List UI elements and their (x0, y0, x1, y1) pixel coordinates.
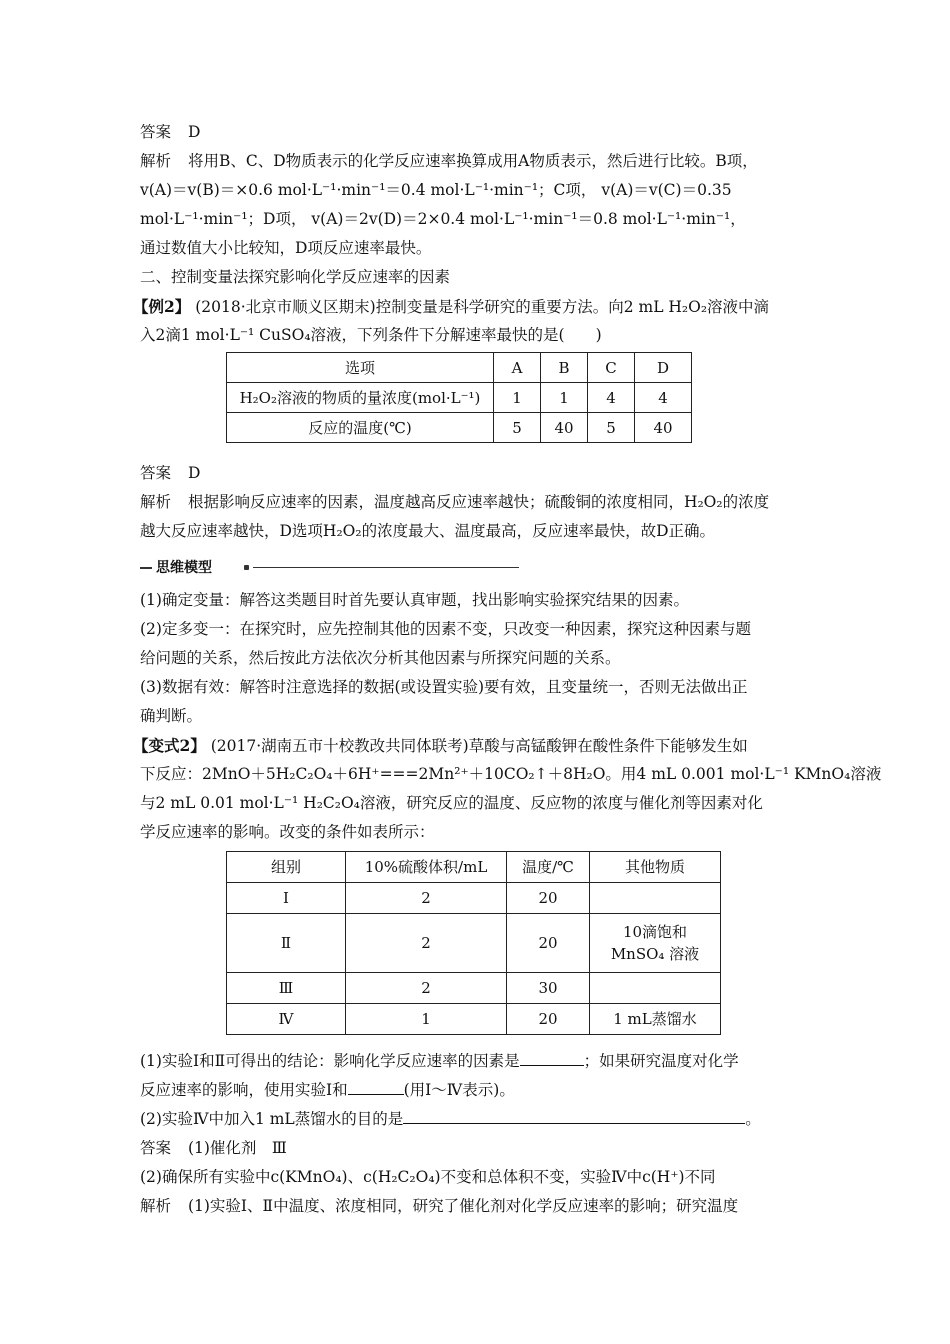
header-dot (244, 565, 249, 570)
model-point-1: (1)确定变量：解答这类题目时首先要认真审题，找出影响实验探究结果的因素。 (140, 591, 689, 609)
answer-blank[interactable] (403, 1107, 745, 1124)
explanation-1-line-1 (140, 147, 820, 176)
options-table (226, 352, 692, 443)
table-cell: Ⅲ (227, 973, 346, 1004)
explanation-text: (1)实验Ⅰ、Ⅱ中温度、浓度相同，研究了催化剂对化学反应速率的影响；研究温度 (187, 1197, 739, 1215)
table-cell: 1 (494, 383, 541, 413)
table-cell: 20 (507, 1004, 590, 1035)
answer-text: (1)催化剂 Ⅲ (187, 1139, 287, 1157)
table-cell (590, 883, 721, 914)
explanation-label: 解析 (140, 1197, 172, 1215)
table-cell: 温度/℃ (507, 852, 590, 883)
question-2 (140, 1105, 820, 1134)
conditions-table (226, 851, 721, 1035)
question-text: ；如果研究温度对化学 (583, 1052, 739, 1070)
explanation-3-line-1 (140, 1192, 820, 1221)
section-heading: 二、控制变量法探究影响化学反应速率的因素 (140, 268, 451, 286)
table-row (227, 973, 721, 1004)
table-cell: 选项 (227, 353, 494, 383)
variant-text: (2017·湖南五市十校教改共同体联考)草酸与高锰酸钾在酸性条件下能够发生如 (210, 737, 748, 755)
explanation-text: 将用B、C、D物质表示的化学反应速率换算成用A物质表示，然后进行比较。B项， (187, 152, 758, 170)
question-text: 。 (745, 1110, 761, 1128)
answer-label: 答案 (140, 1139, 172, 1157)
question-1-line-1 (140, 1047, 820, 1076)
thinking-model-title: 思维模型 (156, 560, 212, 576)
table-cell: 其他物质 (590, 852, 721, 883)
document-page (133, 118, 882, 1221)
answer-label: 答案 (140, 123, 172, 141)
table-row (227, 383, 692, 413)
table-cell: 5 (494, 413, 541, 443)
table-cell: 4 (588, 383, 635, 413)
table-row (227, 1004, 721, 1035)
question-text: (用Ⅰ～Ⅳ表示)。 (403, 1081, 515, 1099)
answer-3-line-1 (140, 1134, 820, 1163)
table-cell: 2 (346, 914, 507, 973)
answer-value: D (187, 464, 201, 482)
answer-value: D (187, 123, 201, 141)
table-cell: Ⅱ (227, 914, 346, 973)
table-cell: 40 (635, 413, 692, 443)
table-cell: 10%硫酸体积/mL (346, 852, 507, 883)
answer-2 (140, 459, 820, 488)
table-row (227, 413, 692, 443)
variant-2-line-2: 下反应：2MnO＋5H₂C₂O₄＋6H⁺===2Mn²⁺＋10CO₂↑＋8H₂O。用4 mL 0.001 mol·L⁻¹ KMnO₄溶液 (140, 765, 882, 783)
question-text: (2)实验Ⅳ中加入1 mL蒸馏水的目的是 (140, 1110, 404, 1128)
question-text: 反应速率的影响，使用实验Ⅰ和 (140, 1081, 348, 1099)
table-cell: 20 (507, 883, 590, 914)
explanation-text: 根据影响反应速率的因素，温度越高反应速率越快；硫酸铜的浓度相同，H₂O₂的浓度 (187, 493, 770, 511)
explanation-1-line-2: v(A)＝v(B)＝×0.6 mol·L⁻¹·min⁻¹＝0.4 mol·L⁻¹·min⁻¹；C项， v(A)＝v(C)＝0.35 (140, 181, 732, 199)
answer-1 (140, 118, 820, 147)
table-header-row (227, 353, 692, 383)
header-dash (140, 567, 152, 569)
table-cell: 1 (346, 1004, 507, 1035)
explanation-label: 解析 (140, 493, 172, 511)
question-1-line-2 (140, 1076, 820, 1105)
table-cell: D (635, 353, 692, 383)
example-text: (2018·北京市顺义区期末)控制变量是科学研究的重要方法。向2 mL H₂O₂溶液中滴 (195, 298, 770, 316)
header-rule (253, 567, 519, 568)
table-header-row (227, 852, 721, 883)
answer-3-line-2: (2)确保所有实验中c(KMnO₄)、c(H₂C₂O₄)不变和总体积不变，实验Ⅳ中c(H⁺)不同 (140, 1168, 716, 1186)
table-cell: C (588, 353, 635, 383)
explanation-label: 解析 (140, 152, 172, 170)
table-cell: Ⅰ (227, 883, 346, 914)
explanation-1-line-3: mol·L⁻¹·min⁻¹；D项， v(A)＝2v(D)＝2×0.4 mol·L⁻¹·min⁻¹＝0.8 mol·L⁻¹·min⁻¹， (140, 210, 746, 228)
table-cell: 2 (346, 973, 507, 1004)
variant-2-line-4: 学反应速率的影响。改变的条件如表所示： (140, 823, 435, 841)
table-cell: B (541, 353, 588, 383)
explanation-2-line-1 (140, 488, 820, 517)
explanation-2-line-2: 越大反应速率越快，D选项H₂O₂的浓度最大、温度最高，反应速率最快，故D正确。 (140, 522, 716, 540)
table-cell: 5 (588, 413, 635, 443)
table-cell: 1 (541, 383, 588, 413)
answer-label: 答案 (140, 464, 172, 482)
table-cell: 10滴饱和MnSO₄ 溶液 (590, 914, 721, 973)
model-point-3-b: 确判断。 (140, 707, 203, 725)
table-cell: 20 (507, 914, 590, 973)
variant-2-line-1 (133, 731, 820, 760)
example-2-line-2: 入2滴1 mol·L⁻¹ CuSO₄溶液，下列条件下分解速率最快的是( ) (140, 326, 602, 344)
table-cell: 组别 (227, 852, 346, 883)
table-cell: H₂O₂溶液的物质的量浓度(mol·L⁻¹) (227, 383, 494, 413)
table-cell: Ⅳ (227, 1004, 346, 1035)
explanation-1-line-4: 通过数值大小比较知，D项反应速率最快。 (140, 239, 432, 257)
thinking-model-header (140, 558, 820, 586)
table-cell: 4 (635, 383, 692, 413)
table-cell (590, 973, 721, 1004)
example-tag: 【例2】 (133, 297, 191, 316)
table-cell: A (494, 353, 541, 383)
variant-tag: 【变式2】 (133, 736, 206, 755)
table-cell: 2 (346, 883, 507, 914)
table-cell: 30 (507, 973, 590, 1004)
variant-2-line-3: 与2 mL 0.01 mol·L⁻¹ H₂C₂O₄溶液，研究反应的温度、反应物的浓度与催化剂等因素对化 (140, 794, 763, 812)
model-point-3-a: (3)数据有效：解答时注意选择的数据(或设置实验)要有效，且变量统一，否则无法做出正 (140, 678, 748, 696)
question-text: (1)实验Ⅰ和Ⅱ可得出的结论：影响化学反应速率的因素是 (140, 1052, 520, 1070)
table-row (227, 883, 721, 914)
model-point-2-a: (2)定多变一：在探究时，应先控制其他的因素不变，只改变一种因素，探究这种因素与题 (140, 620, 751, 638)
table-row (227, 914, 721, 973)
model-point-2-b: 给问题的关系，然后按此方法依次分析其他因素与所探究问题的关系。 (140, 649, 621, 667)
table-cell: 1 mL蒸馏水 (590, 1004, 721, 1035)
table-cell: 40 (541, 413, 588, 443)
table-cell: 反应的温度(℃) (227, 413, 494, 443)
answer-blank[interactable] (348, 1078, 404, 1095)
example-2-line-1 (133, 292, 820, 321)
answer-blank[interactable] (520, 1049, 584, 1066)
